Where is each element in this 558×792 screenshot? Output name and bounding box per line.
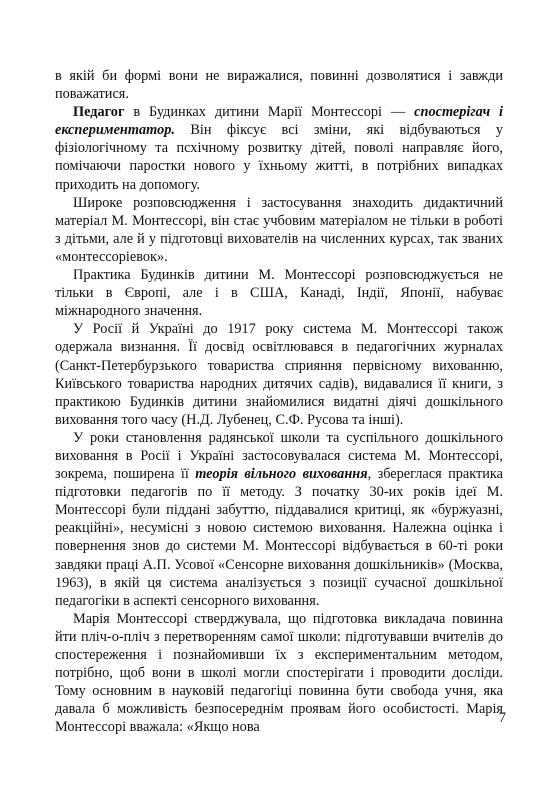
page-number: 7	[498, 710, 506, 726]
paragraph-6	[55, 429, 503, 610]
paragraph-3	[55, 194, 503, 266]
paragraph-text: У роки становлення радянської школи та суспільного дошкільного виховання в Росії і Україні застосовувалася система М. Монтессорі, зокрема, поширена її	[55, 429, 503, 483]
paragraph-text: Широке розповсюдження і застосування знаходить дидактичний матеріал М. Монтессорі, він стає учбовим матеріалом не тільки в роботі з дітьми, але й у підготовці вихователів на численних курсах, так званих «монтессоріевок».	[55, 194, 503, 265]
paragraph-text: в якій би формі вони не виражалися, повинні дозволятися і завжди поважатися.	[55, 68, 503, 103]
paragraph-7	[55, 610, 503, 737]
page-body	[55, 67, 503, 736]
paragraph-1	[55, 67, 503, 103]
paragraph-text: У Росії й Україні до 1917 року система М. Монтессорі також одержала визнання. Її досвід освітлювався в педагогічних журналах (Санкт-Петербурзького товариства сприяння первісному вихованню, Київського товариства народних дитячих садів), видавалися її книги, з практикою Будинків дитини знайомилися видатні діячі дошкільного виховання того часу (Н.Д. Лубенец, С.Ф. Русова та інші).	[55, 321, 503, 428]
paragraph-text: Марія Монтессорі стверджувала, що підготовка викладача повинна йти пліч-о-пліч з перетворенням самої школи: підготувавши вчителів до спостереження і познайомивши їх з експериментальним методом, потрібно, щоб вони в школі могли спостерігати і проводити досліди. Тому основним в науковій педагогіці повинна бути свобода учня, яка давала б можливість безпосереднім проявам його особистості. Марія Монтессорі вважала: «Якщо нова	[55, 610, 503, 736]
paragraph-text: , збереглася практика підготовки педагогів по її методу. З початку 30-их років ідеї М. Монтессорі були піддані забуттю, піддавалися критиці, як «буржуазні, реакційні», несумісні з новою системою виховання. Належна оцінка і повернення знов до системи М. Монтессорі відбувається в 60-ті роки завдяки праці А.П. Усової «Сенсорне виховання дошкільників» (Москва, 1963), в якій ця система аналізується з позиції сучасної дошкільної педагогіки в аспекті сенсорного виховання.	[55, 466, 504, 609]
paragraph-text: Він фіксує всі зміни, які відбуваються у фізіологічному та псхічному розвитку дітей, поволі направляє його, помічаючи паростки нового у їхньому житті, в потрібних випадках приходить на допомогу.	[55, 122, 503, 193]
paragraph-5	[55, 320, 503, 429]
paragraph-4	[55, 266, 503, 320]
paragraph-text: Практика Будинків дитини М. Монтессорі розповсюджується не тільки в Європі, але і в США, Канаді, Індії, Японії, набуває міжнародного значення.	[55, 267, 503, 320]
emphasis-text: теорія вільного виховання	[195, 466, 368, 483]
paragraph-lead-term: Педагог	[73, 104, 125, 121]
emphasis-text: спостерігач і експериментатор.	[55, 104, 503, 139]
paragraph-2	[55, 103, 503, 193]
paragraph-text: в Будинках дитини Марії Монтессорі —	[124, 104, 415, 121]
